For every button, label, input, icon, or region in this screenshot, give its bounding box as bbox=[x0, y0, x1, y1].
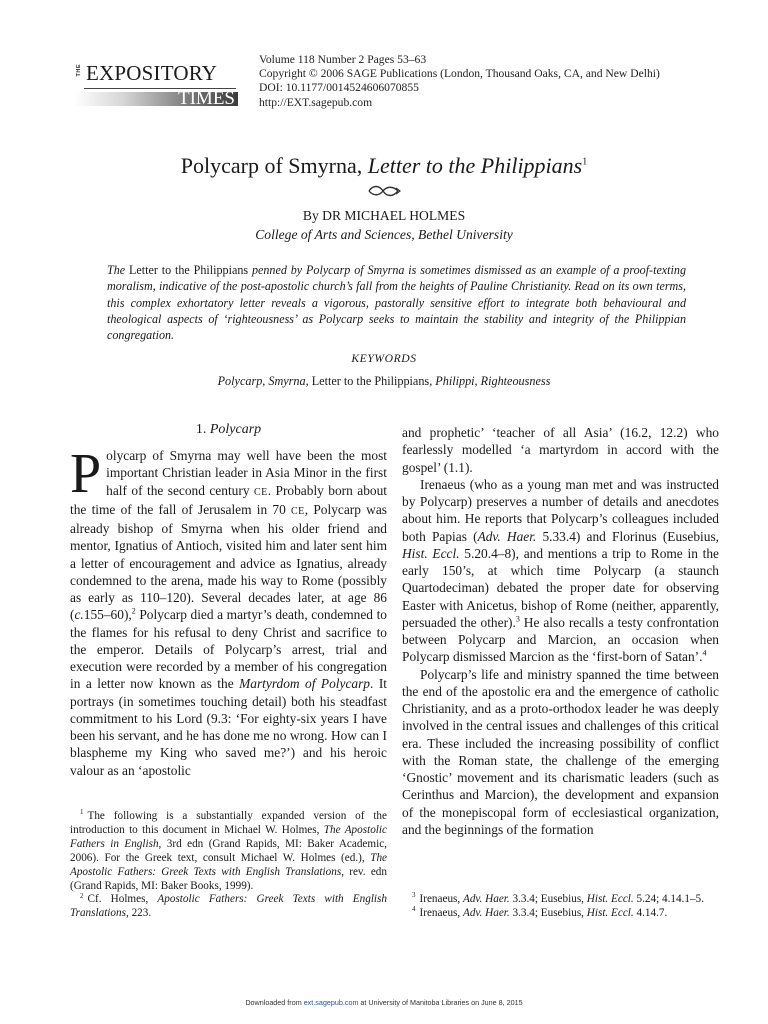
left-column bbox=[70, 443, 387, 779]
footnote-ref-2[interactable]: 2 bbox=[131, 606, 136, 616]
text-span: The following is a substantially expanded version of the introduction to this document in Michael W. Holmes, bbox=[70, 810, 387, 836]
footnote-ref-4[interactable]: 4 bbox=[702, 648, 707, 658]
text-span: 3.3.4; Eusebius, bbox=[509, 893, 587, 905]
masthead-the: THE bbox=[76, 64, 82, 77]
footnotes-right bbox=[402, 893, 719, 921]
masthead-expository: EXPOSITORY bbox=[86, 61, 218, 85]
era-abbrev: CE bbox=[291, 505, 305, 517]
title-italic: Letter to the Philippians bbox=[367, 153, 583, 178]
section-number: 1. bbox=[195, 422, 210, 437]
footnote-2 bbox=[70, 893, 387, 921]
text-span-italic: c. bbox=[74, 607, 84, 623]
footnote-4 bbox=[402, 907, 719, 921]
text-span: Irenaeus, bbox=[419, 893, 463, 905]
footer-text: at University of Manitoba Libraries on June 8, 2015 bbox=[358, 998, 523, 1007]
keywords-list bbox=[0, 374, 768, 389]
text-span: 5.24; 4.14.1–5. bbox=[633, 893, 704, 905]
text-span-italic: Hist. Eccl. bbox=[402, 545, 460, 561]
copyright-line: Copyright © 2006 SAGE Publications (London, Thousand Oaks, CA, and New Delhi) bbox=[259, 67, 660, 81]
text-span: , 3rd edn (Grand Rapids, MI: Baker Academic, 2006). For the Greek text, consult Michael W. Holmes (ed.), bbox=[70, 837, 387, 864]
footnote-ref-3[interactable]: 3 bbox=[515, 614, 520, 624]
keyword-text-1: Polycarp, Smyrna, bbox=[217, 374, 312, 388]
footnote-1 bbox=[70, 810, 387, 893]
right-column bbox=[402, 424, 719, 838]
text-span: 5.33.4) and Florinus (Eusebius, bbox=[536, 528, 720, 544]
text-span: 5.20.4–8), and mentions a trip to Rome in the early 150’s, at which time Polycarp (a staunch Quartodeciman) debated the proper date for observing Easter with Anicetus, bishop of Rome (neither, apparently, persuaded the other). bbox=[402, 545, 719, 630]
text-span: Cf. Holmes, bbox=[87, 893, 158, 906]
text-span-italic: The Apostolic Fathers: Greek Texts with English Translations bbox=[70, 851, 387, 878]
text-span: Irenaeus (who as a young man met and was instructed by Polycarp) preserves a number of details and anecdotes about him. He reports that Polycarp’s colleagues included both Papias ( bbox=[402, 476, 719, 544]
publication-info bbox=[259, 53, 660, 110]
text-span-italic: Adv. Haer. bbox=[462, 893, 510, 905]
keyword-text-2: Letter to the Philippians bbox=[311, 374, 430, 388]
footer-text: Downloaded from bbox=[245, 998, 304, 1007]
text-span: , rev. edn (Grand Rapids, MI: Baker Books, 1999). bbox=[70, 865, 387, 892]
abstract-text-1: The bbox=[107, 263, 130, 277]
paragraph bbox=[70, 443, 387, 779]
section-heading bbox=[70, 422, 387, 438]
footnote-3 bbox=[402, 893, 719, 907]
paragraph bbox=[402, 476, 719, 666]
text-span: . Probably born about the time of the fall of Jerusalem in 70 bbox=[70, 482, 387, 517]
text-span-italic: Hist. Eccl. bbox=[586, 893, 634, 905]
text-span: 3.3.4; Eusebius, bbox=[509, 906, 587, 919]
url-line[interactable]: http://EXT.sagepub.com bbox=[259, 95, 373, 109]
text-span: 4.14.7. bbox=[633, 906, 668, 919]
era-abbrev: CE bbox=[253, 486, 268, 498]
text-span: 155–60), bbox=[83, 607, 132, 623]
masthead-times: TIMES bbox=[178, 88, 235, 109]
footnote-marker: 2 bbox=[80, 891, 84, 900]
download-notice bbox=[0, 998, 768, 1007]
text-span: . It portrays (in sometimes touching detail) both his steadfast commitment to his Lord (9.3: ‘For eighty-six years I have been his servant, and he has done me no wrong. How can I blaspheme my King who saved me?’) and his heroic valour as an ‘apostolic bbox=[70, 676, 387, 778]
journal-masthead bbox=[74, 52, 244, 110]
text-span: , Polycarp was already bishop of Smyrna when his older friend and mentor, Ignatius of Antioch, visited him and later sent him a letter of encouragement and advice as Ignatius, already condemned to the arena, made his way to Rome (possibly as early as 110–120). Several decades later, at age 86 ( bbox=[70, 501, 387, 623]
footer-link[interactable]: ext.sagepub.com bbox=[303, 998, 359, 1007]
text-span-italic: Martyrdom of Polycarp bbox=[239, 676, 371, 692]
abstract-text-2: Letter to the Philippians bbox=[129, 263, 249, 277]
text-span-italic: Apostolic Fathers: Greek Texts with English Translations bbox=[70, 893, 387, 920]
paragraph: and prophetic’ ‘teacher of all Asia’ (16.2, 12.2) who fearlessly modelled ‘a martyrdom in accord with the gospel’ (1.1). bbox=[402, 425, 719, 475]
drop-cap: P bbox=[70, 443, 102, 505]
title-footnote-marker[interactable]: 1 bbox=[582, 156, 588, 168]
footnote-marker: 4 bbox=[412, 905, 416, 914]
text-span-italic: Hist. Eccl. bbox=[586, 906, 634, 919]
keywords-heading: KEYWORDS bbox=[351, 352, 417, 365]
doi-line: DOI: 10.1177/0014524606070855 bbox=[259, 81, 419, 95]
article-title bbox=[0, 153, 768, 179]
footnote-marker: 3 bbox=[412, 891, 416, 900]
text-span: olycarp of Smyrna may well have been the most important Christian leader in Asia Minor in the first half of the second century bbox=[106, 448, 387, 498]
abstract-text-3: penned by Polycarp of Smyrna is sometimes dismissed as an example of a proof-texting moralism, indicative of the post-apostolic church’s fall from the heights of Pauline Christianity. Read on its own terms, this complex exhortatory letter reveals a vigorous, pastorally sensitive effort to integrate both behavioural and theological aspects of ‘righteousness’ as Polycarp seeks to maintain the stability and integrity of the Philippian congregation. bbox=[107, 263, 686, 343]
section-title: Polycarp bbox=[209, 422, 262, 437]
text-span-italic: The Apostolic Fathers in English bbox=[70, 823, 387, 850]
footnotes-left bbox=[70, 810, 387, 921]
ornament-icon bbox=[367, 184, 401, 198]
author-byline: By DR MICHAEL HOLMES bbox=[302, 208, 466, 223]
text-span: He also recalls a testy confrontation between Polycarp and Marcion, an occasion when Polycarp dismissed Marcion as the ‘first-born of Satan’. bbox=[402, 614, 719, 665]
text-span-italic: Adv. Haer. bbox=[477, 528, 537, 544]
paragraph: Polycarp’s life and ministry spanned the time between the end of the apostolic era and the emergence of catholic Christianity, and as a proto-orthodox leader he was deeply involved in the central issues and challenges of this critical era. These included the increasing possibility of conflict with the Roman state, the challenge of the emerging ‘Gnostic’ movement and its charismatic leaders (such as Cerinthus and Marcion), the development and expansion of the monepiscopal form of ecclesiastical organization, and the beginnings of the formation bbox=[402, 666, 719, 837]
footnote-marker: 1 bbox=[80, 808, 84, 817]
volume-line: Volume 118 Number 2 Pages 53–63 bbox=[259, 53, 427, 66]
text-span: Polycarp died a martyr’s death, condemned to the flames for his refusal to deny Christ and sacrifice to the emperor. Details of Polycarp’s arrest, trial and execution were recorded by a member of his congregation in a letter now known as the bbox=[70, 607, 387, 692]
title-plain: Polycarp of Smyrna, bbox=[180, 153, 368, 178]
text-span: , 223. bbox=[125, 907, 152, 920]
text-span-italic: Adv. Haer. bbox=[462, 906, 510, 919]
author-affiliation: College of Arts and Sciences, Bethel University bbox=[255, 227, 513, 242]
keyword-text-3: , Philippi, Righteousness bbox=[429, 374, 551, 388]
abstract bbox=[107, 262, 686, 343]
text-span: Irenaeus, bbox=[419, 906, 463, 919]
